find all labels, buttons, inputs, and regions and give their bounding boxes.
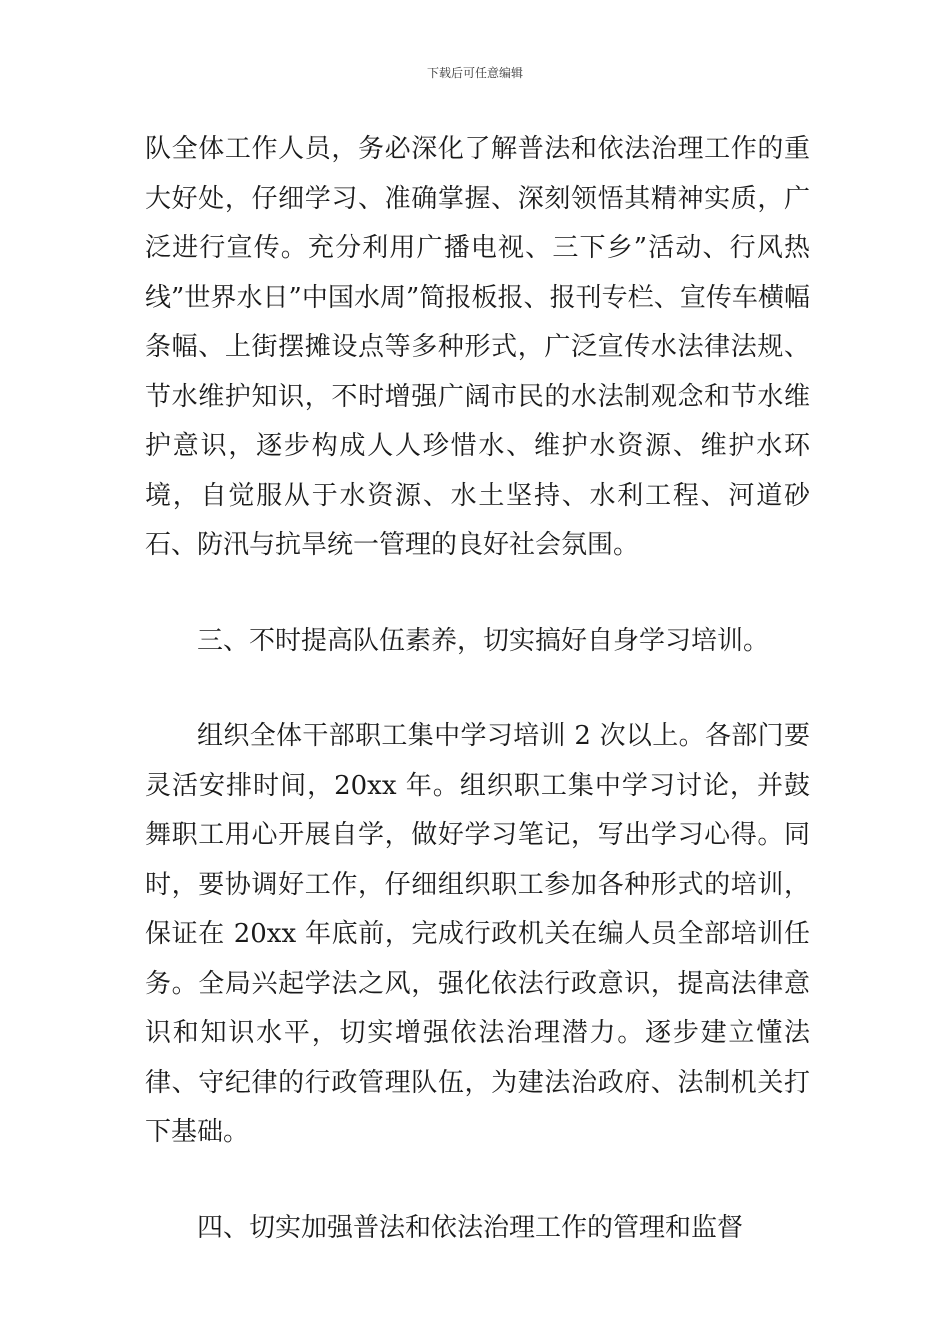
paragraph-gap [145,571,810,617]
paragraph-gap [145,1158,810,1204]
paragraph-training: 组织全体干部职工集中学习培训 2 次以上。各部门要灵活安排时间，20xx 年。组织职工集中学习讨论，并鼓舞职工用心开展自学，做好学习笔记，写出学习心得。同时，要协调好工作，仔细组织职工参加各种形式的培训，保证在 20xx 年底前，完成行政机关在编人员全部培训任务。全局兴起学法之风，强化依法行政意识，提高法律意识和知识水平，切实增强依法治理潜力。逐步建立懂法律、守纪律的行政管理队伍，为建法治政府、法制机关打下基础。 [145,721,810,1147]
section-heading-3: 三、不时提高队伍素养，切实搞好自身学习培训。 [197,625,770,656]
paragraph-continuation: 队全体工作人员，务必深化了解普法和依法治理工作的重大好处，仔细学习、准确掌握、深刻领悟其精神实质，广泛进行宣传。充分利用广播电视、三下乡”活动、行风热线”世界水日”中国水周”简报板报、报刊专栏、宣传车横幅条幅、上街摆摊设点等多种形式，广泛宣传水法律法规、节水维护知识，不时增强广阔市民的水法制观念和节水维护意识，逐步构成人人珍惜水、维护水资源、维护水环境，自觉服从于水资源、水土坚持、水利工程、河道砂石、防汛与抗旱统一管理的良好社会氛围。 [145,134,810,560]
paragraph-gap [145,666,810,712]
section-heading-4: 四、切实加强普法和依法治理工作的管理和监督 [197,1212,744,1243]
document-body [145,125,810,1253]
page-header-note: 下载后可任意编辑 [426,66,523,80]
